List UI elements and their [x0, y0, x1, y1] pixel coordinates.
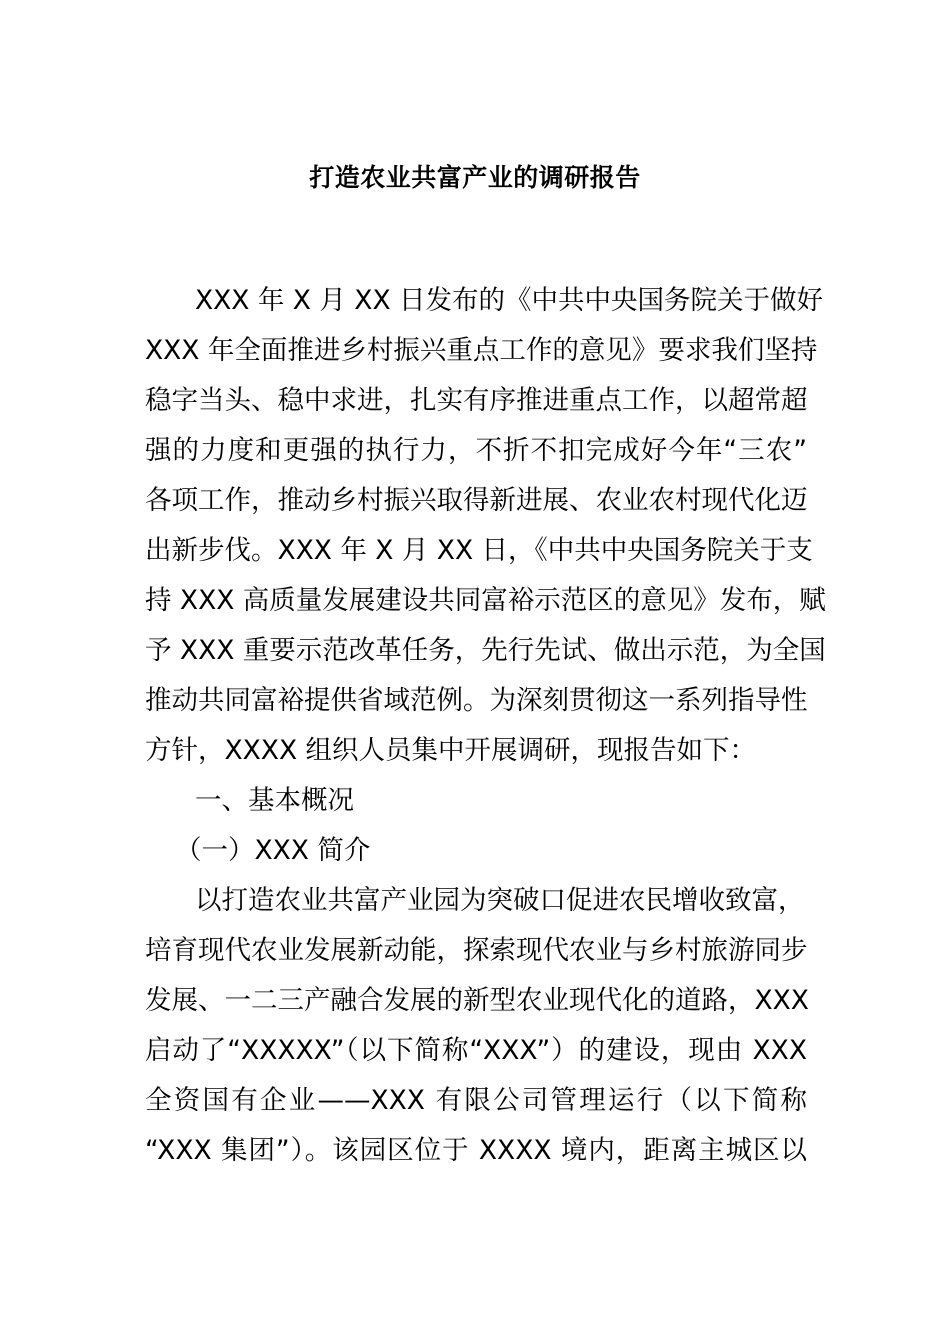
paragraph-line: 持 XXX 高质量发展建设共同富裕示范区的意见》发布，赋: [145, 585, 826, 616]
paragraph-line: 培育现代农业发展新动能，探索现代农业与乡村旅游同步: [145, 935, 808, 966]
page-title: 打造农业共富产业的调研报告: [309, 163, 641, 192]
paragraph-line: XXX 年全面推进乡村振兴重点工作的意见》要求我们坚持: [145, 335, 818, 366]
paragraph-line: XXX 年 X 月 XX 日发布的《中共中央国务院关于做好: [195, 285, 824, 316]
section-heading: 一、基本概况: [195, 785, 354, 816]
subsection-heading: （一）XXX 简介: [175, 835, 371, 866]
paragraph-line: 以打造农业共富产业园为突破口促进农民增收致富，: [195, 885, 805, 916]
paragraph-line: 发展、一二三产融合发展的新型农业现代化的道路，XXX: [145, 985, 809, 1016]
paragraph-line: 各项工作，推动乡村振兴取得新进展、农业农村现代化迈: [145, 485, 808, 516]
paragraph-line: 出新步伐。XXX 年 X 月 XX 日，《中共中央国务院关于支: [145, 535, 813, 566]
paragraph-line: 予 XXX 重要示范改革任务，先行先试、做出示范，为全国: [145, 635, 826, 666]
paragraph-line: “XXX 集团”）。该园区位于 XXXX 境内，距离主城区以: [145, 1135, 807, 1166]
paragraph-line: 全资国有企业——XXX 有限公司管理运行（以下简称: [145, 1085, 807, 1116]
paragraph-line: 启动了“XXXXX”（以下简称“XXX”）的建设，现由 XXX: [145, 1035, 807, 1066]
paragraph-line: 方针，XXXX 组织人员集中开展调研，现报告如下：: [145, 735, 757, 766]
paragraph-line: 推动共同富裕提供省域范例。为深刻贯彻这一系列指导性: [145, 685, 808, 716]
paragraph-line: 强的力度和更强的执行力，不折不扣完成好今年“三农”: [145, 435, 807, 466]
paragraph-line: 稳字当头、稳中求进，扎实有序推进重点工作，以超常超: [145, 385, 808, 416]
